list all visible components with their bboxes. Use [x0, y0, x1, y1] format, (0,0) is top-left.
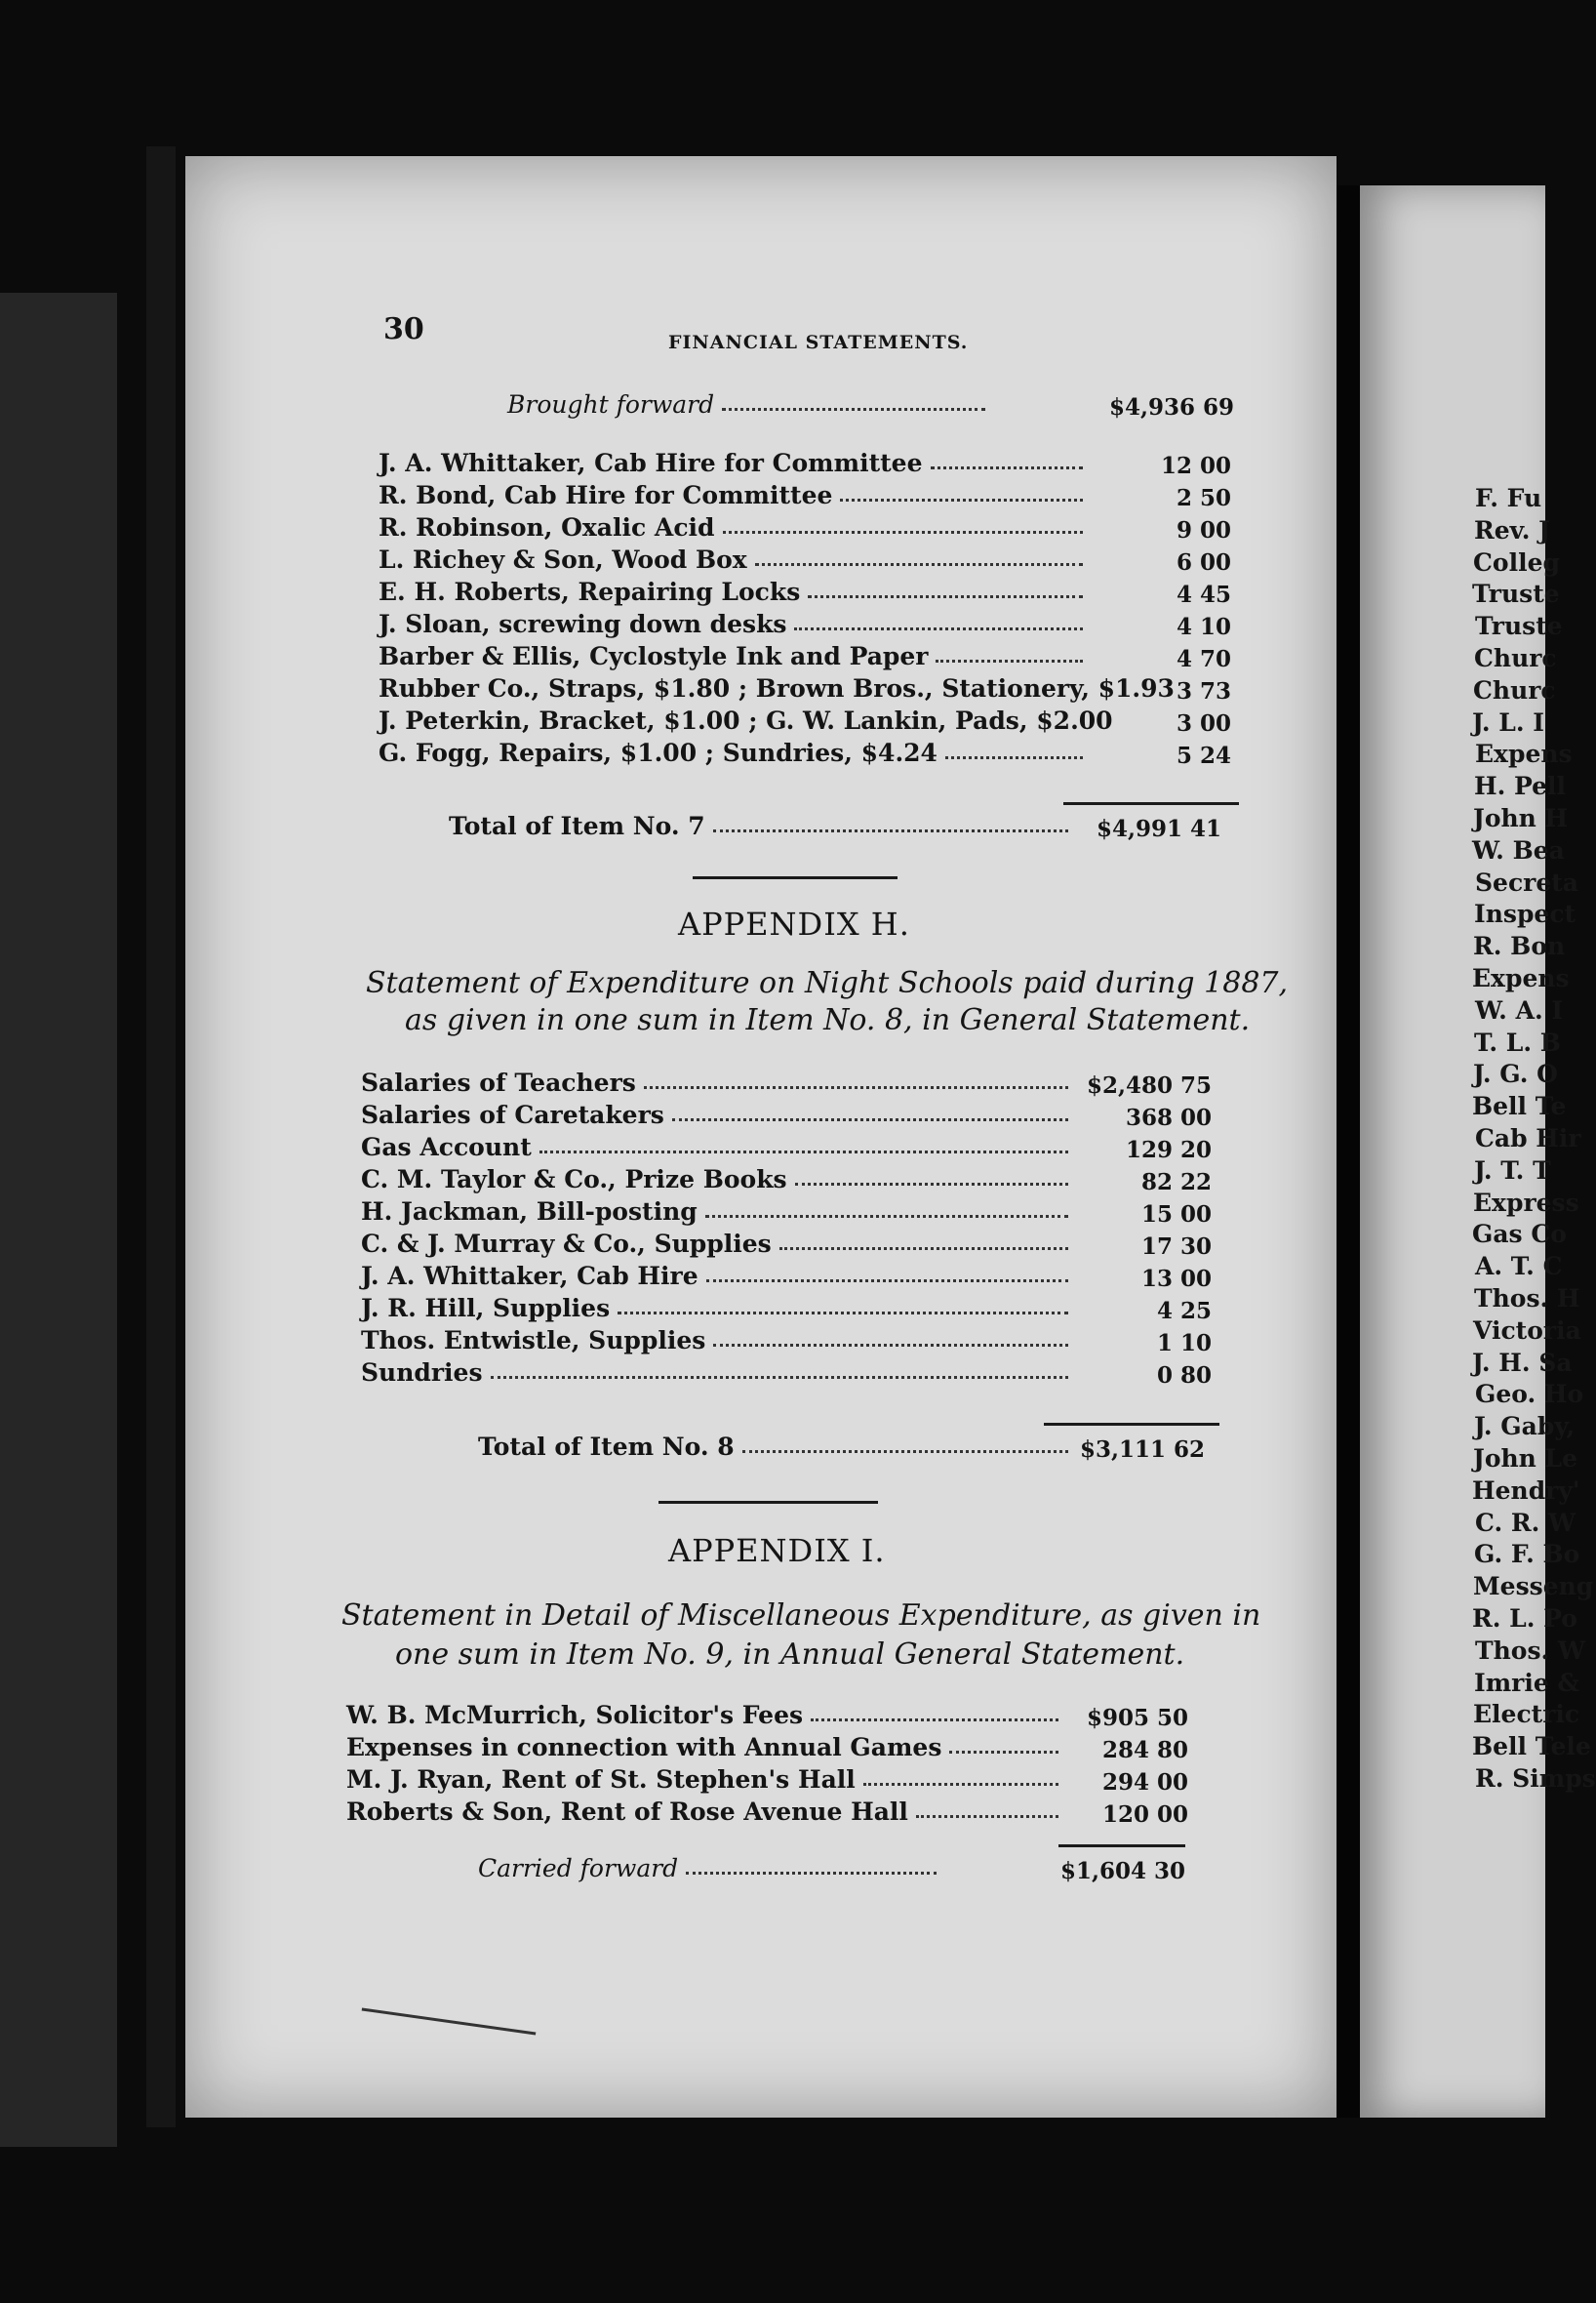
- appendix-h-row-amount: 17 30: [1140, 1233, 1212, 1260]
- carried-forward-row-label: Carried forward: [478, 1854, 679, 1882]
- item7-row: [379, 674, 1231, 704]
- dot-leader: [713, 824, 1068, 832]
- document-page: [185, 156, 1337, 2118]
- item7-row-label: E. H. Roberts, Repairing Locks: [379, 578, 801, 606]
- item7-row-amount: 12 00: [1160, 453, 1231, 479]
- appendix-h-row: [361, 1230, 1212, 1259]
- dot-leader: [723, 525, 1083, 534]
- appendix-h-total-row: [478, 1433, 1205, 1462]
- appendix-i-row: [346, 1701, 1188, 1730]
- total-rule: [1058, 1844, 1185, 1847]
- brought-forward-row-amount: $4,936 69: [1108, 394, 1234, 421]
- appendix-i-row-label: M. J. Ryan, Rent of St. Stephen's Hall: [346, 1765, 856, 1794]
- book-gutter: [1337, 185, 1360, 2118]
- dot-leader: [931, 461, 1083, 469]
- dot-leader: [618, 1306, 1068, 1314]
- item7-row-label: G. Fogg, Repairs, $1.00 ; Sundries, $4.24: [379, 739, 938, 767]
- facing-page-line: J. T. T: [1474, 1155, 1551, 1185]
- appendix-h-heading: APPENDIX H.: [678, 906, 910, 943]
- facing-page-line: Messeng: [1473, 1572, 1594, 1601]
- dot-leader: [779, 1241, 1068, 1250]
- dot-leader: [491, 1370, 1068, 1379]
- pen-mark: [362, 2007, 537, 2035]
- appendix-i-row-label: Roberts & Son, Rent of Rose Avenue Hall: [346, 1798, 908, 1826]
- appendix-h-row-label: Salaries of Caretakers: [361, 1101, 664, 1129]
- appendix-i-row: [346, 1798, 1188, 1827]
- facing-page-line: F. Fu: [1475, 484, 1542, 512]
- appendix-h-row-amount: $2,480 75: [1086, 1072, 1212, 1099]
- section-divider: [658, 1501, 878, 1504]
- appendix-i-row: [346, 1765, 1188, 1795]
- item7-total-row-label: Total of Item No. 7: [449, 812, 705, 840]
- dot-leader: [706, 1273, 1068, 1282]
- item7-total-row: [449, 812, 1221, 841]
- item7-row-label: Barber & Ellis, Cyclostyle Ink and Paper: [379, 642, 929, 670]
- dot-leader: [863, 1777, 1058, 1786]
- item7-row-amount: 6 00: [1176, 549, 1231, 576]
- facing-page-line: Thos. H: [1474, 1284, 1580, 1313]
- facing-page-line: T. L. B: [1474, 1028, 1561, 1057]
- dot-leader: [916, 1809, 1058, 1818]
- scan-border-inner: [146, 146, 176, 2127]
- facing-page-line: Victoria: [1473, 1315, 1581, 1345]
- facing-page-line: H. Pell: [1474, 772, 1567, 801]
- facing-page-line: Rev. J: [1474, 515, 1550, 545]
- facing-page-line: Colleg: [1473, 547, 1560, 577]
- facing-page-line: G. F. Bo: [1474, 1540, 1580, 1569]
- facing-page-line: Churc: [1474, 644, 1557, 672]
- item7-row-amount: 2 50: [1176, 485, 1231, 511]
- facing-page-line: Bell Te: [1472, 1092, 1567, 1121]
- brought-forward-row-label: Brought forward: [507, 390, 715, 419]
- item7-row-amount: 3 00: [1176, 710, 1231, 737]
- dot-leader: [672, 1112, 1068, 1121]
- facing-page-line: J. G. O: [1473, 1060, 1558, 1089]
- appendix-i-statement-line1: Statement in Detail of Miscellaneous Expenditure, as given in: [341, 1598, 1261, 1633]
- facing-page-line: R. Simps: [1475, 1764, 1596, 1793]
- carried-forward-row: [361, 1854, 1185, 1883]
- appendix-h-statement-line2: as given in one sum in Item No. 8, in General Statement.: [405, 1003, 1251, 1037]
- item7-row-label: R. Bond, Cab Hire for Committee: [379, 481, 833, 509]
- appendix-h-row: [361, 1069, 1212, 1098]
- appendix-i-row-amount: $905 50: [1086, 1705, 1188, 1731]
- item7-total-row-amount: $4,991 41: [1096, 816, 1221, 842]
- item7-row-amount: 5 24: [1176, 743, 1231, 769]
- appendix-i-row: [346, 1733, 1188, 1762]
- facing-page-line: Truste: [1475, 612, 1563, 641]
- facing-page-line: Churc: [1473, 675, 1556, 705]
- scan-border-left: [0, 293, 117, 2147]
- appendix-h-row-amount: 1 10: [1156, 1330, 1212, 1356]
- facing-page-line: Express: [1473, 1188, 1579, 1217]
- facing-page-line: Cab Hir: [1475, 1124, 1581, 1152]
- appendix-h-row-label: Salaries of Teachers: [361, 1069, 636, 1097]
- facing-page-line: Electric: [1473, 1700, 1580, 1729]
- section-divider: [693, 876, 898, 879]
- appendix-i-statement-line2: one sum in Item No. 9, in Annual General Statement.: [395, 1637, 1185, 1672]
- facing-page-line: Bell Tele: [1472, 1732, 1591, 1761]
- dot-leader: [722, 402, 985, 411]
- appendix-h-row-amount: 13 00: [1140, 1266, 1212, 1292]
- appendix-h-row: [361, 1197, 1212, 1227]
- item7-row-label: J. A. Whittaker, Cab Hire for Committee: [379, 449, 923, 477]
- dot-leader: [949, 1745, 1058, 1754]
- dot-leader: [808, 589, 1083, 598]
- item7-row-amount: 3 73: [1176, 678, 1231, 705]
- appendix-h-row: [361, 1358, 1212, 1388]
- item7-row-amount: 9 00: [1176, 517, 1231, 544]
- facing-page-line: J. L. I: [1472, 707, 1544, 737]
- dot-leader: [945, 750, 1083, 759]
- item7-row: [379, 578, 1231, 607]
- facing-page-line: Truste: [1472, 580, 1560, 609]
- appendix-h-row: [361, 1326, 1212, 1355]
- facing-page-line: R. Bon: [1473, 932, 1566, 961]
- dot-leader: [840, 493, 1083, 502]
- item7-row: [379, 610, 1231, 639]
- appendix-h-row-amount: 129 20: [1125, 1137, 1212, 1163]
- appendix-i-row-label: W. B. McMurrich, Solicitor's Fees: [346, 1701, 804, 1729]
- item7-row-amount: 4 45: [1176, 582, 1231, 608]
- dot-leader: [795, 1177, 1068, 1186]
- appendix-h-row-label: J. A. Whittaker, Cab Hire: [361, 1262, 698, 1290]
- facing-page-line: Gas Co: [1472, 1220, 1567, 1249]
- appendix-h-row-label: C. M. Taylor & Co., Prize Books: [361, 1165, 787, 1193]
- facing-page: [1360, 185, 1596, 2118]
- facing-page-line: Thos. W: [1475, 1636, 1586, 1665]
- item7-row: [379, 707, 1231, 736]
- dot-leader: [713, 1338, 1068, 1347]
- dot-leader: [742, 1444, 1068, 1453]
- item7-row: [379, 449, 1231, 478]
- item7-row-label: J. Peterkin, Bracket, $1.00 ; G. W. Lankin, Pads, $2.00: [379, 707, 1113, 735]
- appendix-h-row-label: Thos. Entwistle, Supplies: [361, 1326, 706, 1354]
- appendix-h-row-amount: 0 80: [1156, 1362, 1212, 1389]
- facing-page-line: Inspect: [1474, 900, 1576, 929]
- appendix-h-row-label: J. R. Hill, Supplies: [361, 1294, 611, 1322]
- item7-row-label: R. Robinson, Oxalic Acid: [379, 513, 715, 542]
- facing-page-line: W. A. I: [1475, 995, 1564, 1025]
- facing-page-line: John Le: [1473, 1444, 1578, 1473]
- appendix-h-row-label: H. Jackman, Bill-posting: [361, 1197, 698, 1226]
- running-head: FINANCIAL STATEMENTS.: [668, 332, 969, 353]
- appendix-i-heading: APPENDIX I.: [668, 1532, 886, 1569]
- facing-page-line: J. Gaby,: [1474, 1412, 1576, 1441]
- appendix-h-row: [361, 1165, 1212, 1194]
- appendix-h-row: [361, 1262, 1212, 1291]
- item7-row: [379, 545, 1231, 575]
- facing-page-line: W. Bea: [1472, 835, 1565, 865]
- appendix-h-row-amount: 82 22: [1140, 1169, 1212, 1195]
- item7-row: [379, 513, 1231, 543]
- dot-leader: [686, 1866, 937, 1875]
- carried-forward-row-amount: $1,604 30: [1059, 1858, 1185, 1884]
- appendix-i-row-amount: 284 80: [1101, 1737, 1188, 1763]
- appendix-i-row-amount: 294 00: [1101, 1769, 1188, 1796]
- dot-leader: [936, 654, 1083, 663]
- dot-leader: [539, 1145, 1068, 1153]
- facing-page-line: C. R. W: [1475, 1508, 1576, 1537]
- appendix-h-total-row-amount: $3,111 62: [1079, 1436, 1205, 1463]
- appendix-h-row-label: Sundries: [361, 1358, 483, 1387]
- appendix-i-row-amount: 120 00: [1101, 1801, 1188, 1828]
- total-rule: [1063, 802, 1239, 805]
- appendix-h-row: [361, 1101, 1212, 1130]
- appendix-i-row-label: Expenses in connection with Annual Games: [346, 1733, 942, 1761]
- facing-page-line: Expens: [1475, 740, 1573, 769]
- item7-row-label: Rubber Co., Straps, $1.80 ; Brown Bros., Stationery, $1.93: [379, 674, 1175, 703]
- facing-page-line: Imrie &: [1474, 1668, 1579, 1697]
- item7-row-label: J. Sloan, screwing down desks: [379, 610, 787, 638]
- appendix-h-total-row-label: Total of Item No. 8: [478, 1433, 735, 1461]
- facing-page-line: J. H. Sa: [1472, 1348, 1573, 1377]
- item7-row-amount: 4 70: [1176, 646, 1231, 672]
- appendix-h-row: [361, 1294, 1212, 1323]
- appendix-h-row-amount: 4 25: [1156, 1298, 1212, 1324]
- facing-page-line: Hendry': [1472, 1475, 1580, 1505]
- appendix-h-statement-line1: Statement of Expenditure on Night Schools paid during 1887,: [366, 966, 1289, 1000]
- item7-row-label: L. Richey & Son, Wood Box: [379, 545, 747, 574]
- appendix-h-row-label: C. & J. Murray & Co., Supplies: [361, 1230, 772, 1258]
- appendix-h-row: [361, 1133, 1212, 1162]
- page-number: 30: [383, 312, 424, 346]
- facing-page-line: Expens: [1472, 964, 1570, 992]
- facing-page-line: R. L. Po: [1472, 1604, 1577, 1633]
- dot-leader: [755, 557, 1083, 566]
- item7-row: [379, 481, 1231, 510]
- total-rule: [1044, 1423, 1219, 1426]
- dot-leader: [705, 1209, 1068, 1218]
- facing-page-line: Secreta: [1475, 868, 1579, 897]
- item7-row-amount: 4 10: [1176, 614, 1231, 640]
- facing-page-line: A. T. C: [1475, 1252, 1563, 1281]
- item7-row: [379, 739, 1231, 768]
- facing-page-line: John H: [1473, 804, 1569, 832]
- appendix-h-row-amount: 368 00: [1125, 1105, 1212, 1131]
- dot-leader: [811, 1713, 1058, 1721]
- appendix-h-row-amount: 15 00: [1140, 1201, 1212, 1228]
- facing-page-line: Geo. Ho: [1475, 1380, 1584, 1409]
- brought-forward-row: [380, 390, 1234, 420]
- appendix-h-row-label: Gas Account: [361, 1133, 532, 1161]
- dot-leader: [794, 622, 1083, 630]
- item7-row: [379, 642, 1231, 671]
- dot-leader: [644, 1080, 1068, 1089]
